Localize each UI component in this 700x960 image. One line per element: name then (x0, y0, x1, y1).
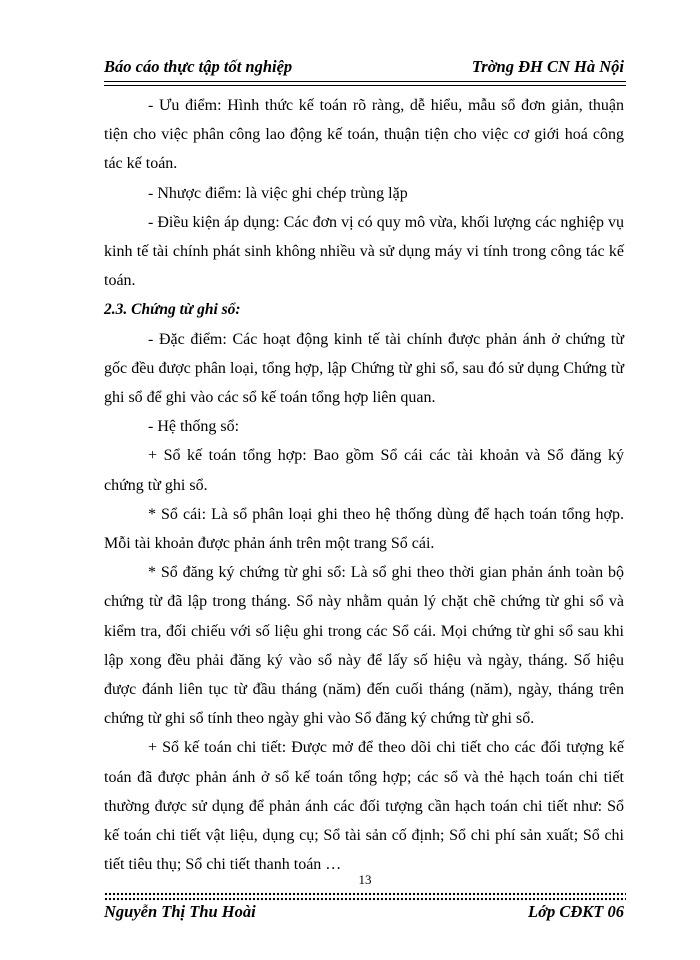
paragraph-conditions: - Điều kiện áp dụng: Các đơn vị có quy mô vừa, khối lượng các nghiệp vụ kinh tế tài chính phát sinh không nhiều và sử dụng máy vi tính trong công tác kế toán. (104, 213, 624, 290)
paragraph-book-system: - Hệ thống sổ: (148, 418, 240, 436)
footer-author: Nguyễn Thị Thu Hoài (104, 902, 256, 921)
paragraph-general-ledger-books: + Sổ kế toán tổng hợp: Bao gồm Sổ cái các tài khoản và Sổ đăng ký chứng từ ghi sổ. (104, 447, 624, 494)
paragraph-characteristics: - Đặc điểm: Các hoạt động kinh tế tài chính được phản ánh ở chứng từ gốc đều được phân loại, tổng hợp, lập Chứng từ ghi sổ, sau đó sử dụng Chứng từ ghi sổ để ghi vào các sổ kế toán tổng hợp liên quan. (104, 330, 624, 407)
footer-rule-top (104, 892, 626, 896)
page-footer (104, 902, 624, 926)
section-heading: 2.3. Chứng từ ghi sổ: (104, 301, 241, 319)
header-rule (104, 81, 626, 86)
paragraph-disadvantages: - Nhược điểm: là việc ghi chép trùng lặp (148, 184, 408, 202)
header-school-name: Trờng ĐH CN Hà Nội (471, 57, 624, 76)
paragraph-ledger: * Sổ cái: Là sổ phân loại ghi theo hệ thống dùng để hạch toán tổng hợp. Mỗi tài khoản được phản ánh trên một trang Sổ cái. (104, 505, 624, 553)
page-number: 13 (358, 872, 372, 887)
paragraph-voucher-register: * Sổ đăng ký chứng từ ghi sổ: Là sổ ghi theo thời gian phản ánh toàn bộ chứng từ đã lập trong tháng. Sổ này nhằm quản lý chặt chẽ chứng từ ghi sổ và kiểm tra, đối chiếu với số liệu ghi trong các Sổ cái. Mọi chứng từ ghi sổ sau khi lập xong đều phải đăng ký vào sổ này để lấy số hiệu và ngày, tháng. Số hiệu được đánh liên tục từ đầu tháng (năm) đến cuối tháng (năm), ngày, tháng trên chứng từ ghi sổ tính theo ngày ghi vào Sổ đăng ký chứng từ ghi sổ. (104, 564, 624, 728)
page-header (104, 57, 624, 83)
footer-class: Lớp CĐKT 06 (528, 902, 624, 921)
header-report-title: Báo cáo thực tập tốt nghiệp (104, 57, 293, 76)
footer-rule-bottom (104, 897, 626, 901)
paragraph-advantages: - Ưu điểm: Hình thức kế toán rõ ràng, dễ hiểu, mẫu sổ đơn giản, thuận tiện cho việc phân công lao động kế toán, thuận tiện cho việc cơ giới hoá công tác kế toán. (104, 97, 624, 173)
page-body (104, 91, 624, 879)
paragraph-detail-books: + Sổ kế toán chi tiết: Được mở để theo dõi chi tiết cho các đối tượng kế toán đã được phản ánh ở sổ kế toán tổng hợp; các sổ và thẻ hạch toán chi tiết thường được sử dụng để phản ánh các đối tượng cần hạch toán chi tiết như: Sổ kế toán chi tiết vật liệu, dụng cụ; Sổ tài sản cố định; Sổ chi phí sản xuất; Sổ chi tiết tiêu thụ; Sổ chi tiết thanh toán … (104, 739, 624, 874)
